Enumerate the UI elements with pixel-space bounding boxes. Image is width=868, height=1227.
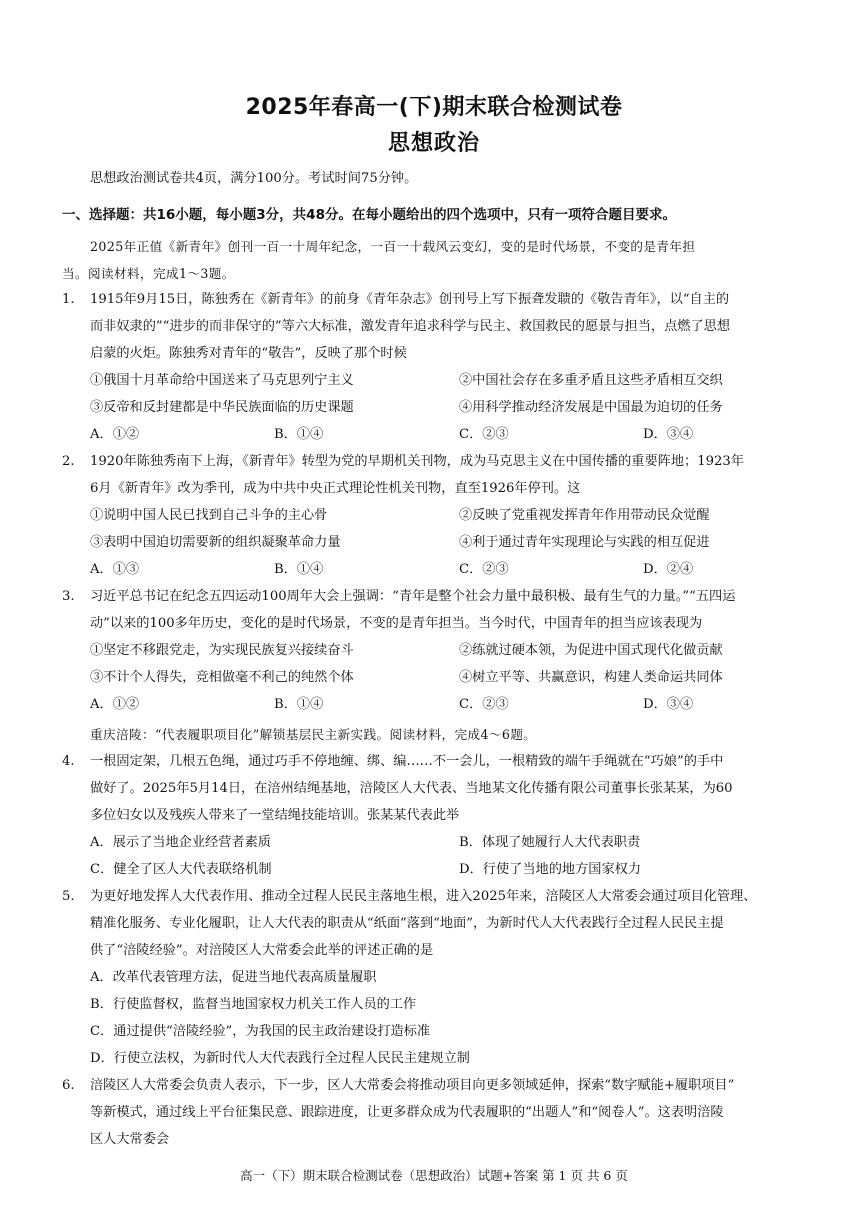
question-number: 4. (62, 754, 75, 769)
choice-b[interactable]: B．①④ (274, 562, 324, 577)
statement-2: ②练就过硬本领，为促进中国式现代化做贡献 (459, 643, 723, 658)
question-stem-line: 等新模式，通过线上平台征集民意、跟踪进度，让更多群众成为代表履职的“出题人”和“阅卷人”。这表明涪陵 (90, 1105, 724, 1120)
choice-c[interactable]: C．通过提供“涪陵经验”，为我国的民主政治建设打造标准 (90, 1024, 431, 1039)
choice-c[interactable]: C．②③ (459, 427, 509, 442)
statement-1: ①俄国十月革命给中国送来了马克思列宁主义 (90, 373, 354, 388)
question-number: 3. (62, 589, 75, 604)
section-heading: 一、选择题：共16小题，每小题3分，共48分。在每小题给出的四个选项中，只有一项符合题目要求。 (62, 207, 676, 223)
choice-c[interactable]: C．②③ (459, 562, 509, 577)
choice-c[interactable]: C．健全了区人大代表联络机制 (90, 862, 272, 877)
statement-4: ④树立平等、共赢意识，构建人类命运共同体 (459, 670, 723, 685)
choice-b[interactable]: B．①④ (274, 427, 324, 442)
statement-4: ④利于通过青年实现理论与实践的相互促进 (459, 535, 710, 550)
question-number: 5. (62, 889, 75, 904)
statement-1: ①坚定不移跟党走，为实现民族复兴接续奋斗 (90, 643, 354, 658)
question-stem-line: 1915年9月15日，陈独秀在《新青年》的前身《青年杂志》创刊号上写下振聋发聩的《敬告青年》，以“自主的 (90, 292, 730, 307)
question-stem-line: 做好了。2025年5月14日，在涪州结绳基地，涪陵区人大代表、当地某文化传播有限公司董事长张某某，为60 (90, 781, 733, 796)
question-stem-line: 多位妇女以及残疾人带来了一堂结绳技能培训。张某某代表此举 (90, 808, 460, 823)
choice-a[interactable]: A．①③ (90, 562, 140, 577)
material-intro-line: 当。阅读材料，完成1～3题。 (62, 266, 235, 281)
question-stem-line: 精准化服务、专业化履职，让人大代表的职责从“纸面”落到“地面”，为新时代人大代表践行全过程人民民主提 (90, 916, 724, 931)
question-number: 6. (62, 1078, 75, 1093)
exam-title: 2025年春高一(下)期末联合检测试卷 (245, 95, 623, 120)
choice-c[interactable]: C．②③ (459, 697, 509, 712)
choice-d[interactable]: D．③④ (643, 427, 694, 442)
statement-3: ③反帝和反封建都是中华民族面临的历史课题 (90, 400, 354, 415)
statement-2: ②中国社会存在多重矛盾且这些矛盾相互交织 (459, 373, 723, 388)
exam-intro: 思想政治测试卷共4页，满分100分。考试时间75分钟。 (90, 171, 418, 186)
question-stem-line: 6月《新青年》改为季刊，成为中共中央正式理论性机关刊物，直至1926年停刊。这 (90, 481, 581, 496)
question-stem-line: 而非奴隶的”“进步的而非保守的”等六大标准，激发青年追求科学与民主、救国救民的愿景与担当，点燃了思想 (90, 319, 731, 334)
statement-3: ③表明中国迫切需要新的组织凝聚革命力量 (90, 535, 341, 550)
question-number: 2. (62, 454, 75, 469)
question-stem-line: 1920年陈独秀南下上海，《新青年》转型为党的早期机关刊物，成为马克思主义在中国传播的重要阵地；1923年 (90, 454, 744, 469)
statement-4: ④用科学推动经济发展是中国最为迫切的任务 (459, 400, 723, 415)
question-stem-line: 为更好地发挥人大代表作用、推动全过程人民民主落地生根，进入2025年来，涪陵区人大常委会通过项目化管理、 (90, 889, 757, 904)
choice-d[interactable]: D．行使了当地的地方国家权力 (459, 862, 642, 877)
choice-a[interactable]: A．改革代表管理方法，促进当地代表高质量履职 (90, 970, 377, 985)
choice-d[interactable]: D．行使立法权，为新时代人大代表践行全过程人民民主建规立制 (90, 1051, 470, 1066)
choice-a[interactable]: A．①② (90, 697, 140, 712)
question-stem-line: 供了“涪陵经验”。对涪陵区人大常委会此举的评述正确的是 (90, 943, 434, 958)
page-footer: 高一（下）期末联合检测试卷（思想政治）试题+答案 第 1 页 共 6 页 (240, 1168, 628, 1183)
statement-2: ②反映了党重视发挥青年作用带动民众觉醒 (459, 508, 710, 523)
choice-d[interactable]: D．③④ (643, 697, 694, 712)
question-stem-line: 动”以来的100多年历史，变化的是时代场景，不变的是青年担当。当今时代，中国青年的担当应该表现为 (90, 616, 703, 631)
choice-b[interactable]: B．体现了她履行人大代表职责 (459, 835, 641, 850)
subject-title: 思想政治 (387, 131, 480, 156)
statement-1: ①说明中国人民已找到自己斗争的主心骨 (90, 508, 328, 523)
material-intro-line: 2025年正值《新青年》创刊一百一十周年纪念，一百一十载风云变幻，变的是时代场景，不变的是青年担 (90, 239, 696, 254)
choice-d[interactable]: D．②④ (643, 562, 694, 577)
question-number: 1. (62, 292, 75, 307)
choice-b[interactable]: B．行使监督权，监督当地国家权力机关工作人员的工作 (90, 997, 417, 1012)
choice-a[interactable]: A．展示了当地企业经营者素质 (90, 835, 271, 850)
question-stem-line: 一根固定架，几根五色绳，通过巧手不停地缠、绑、编……不一会儿，一根精致的端午手绳就在“巧娘”的手中 (90, 754, 724, 769)
choice-a[interactable]: A．①② (90, 427, 140, 442)
question-stem-line: 涪陵区人大常委会负责人表示，下一步，区人大常委会将推动项目向更多领域延伸，探索“数字赋能+履职项目” (90, 1078, 735, 1093)
choice-b[interactable]: B．①④ (274, 697, 324, 712)
question-stem-line: 习近平总书记在纪念五四运动100周年大会上强调：“青年是整个社会力量中最积极、最有生气的力量。”“五四运 (90, 589, 736, 604)
material-intro-line: 重庆涪陵：“代表履职项目化”解锁基层民主新实践。阅读材料，完成4～6题。 (90, 727, 537, 742)
question-stem-line: 启蒙的火炬。陈独秀对青年的“敬告”，反映了那个时候 (90, 346, 407, 361)
statement-3: ③不计个人得失，竞相做毫不利己的纯然个体 (90, 670, 354, 685)
question-stem-line: 区人大常委会 (90, 1132, 170, 1147)
